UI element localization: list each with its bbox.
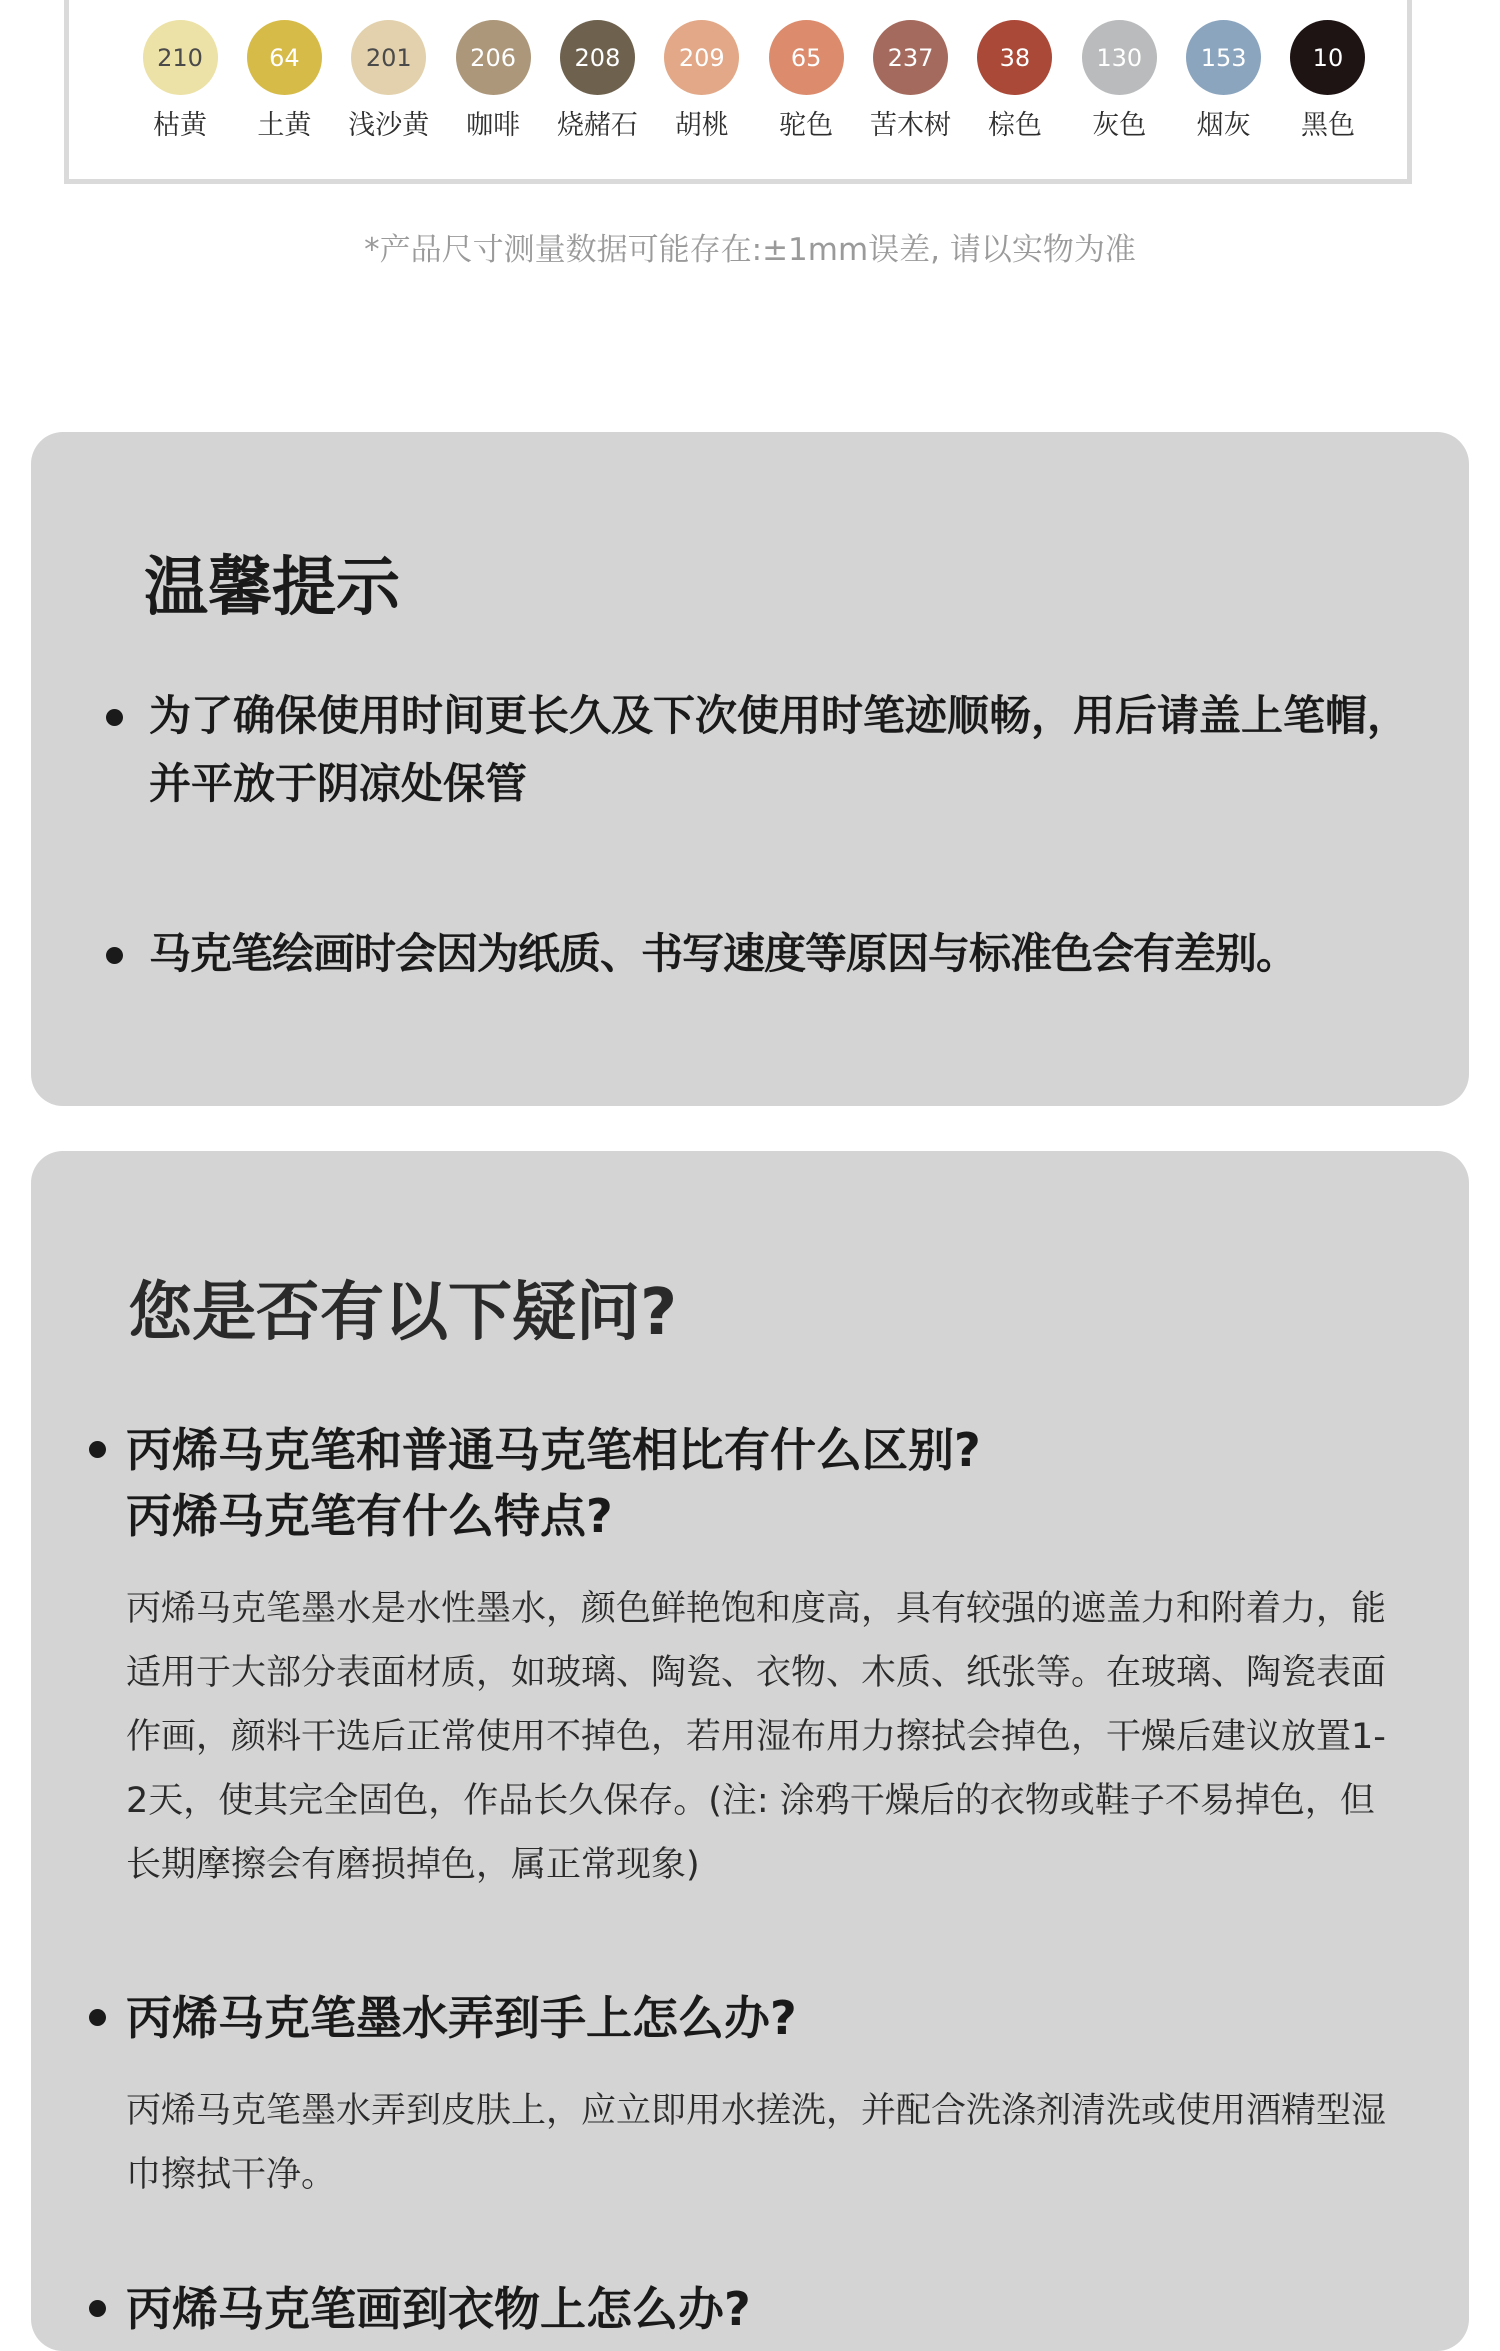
swatch-dot: 38 — [977, 20, 1052, 95]
tip-text: 为了确保使用时间更长久及下次使用时笔迹顺畅，用后请盖上笔帽，并平放于阴凉处保管 — [149, 691, 1410, 808]
bullet-icon — [89, 2009, 106, 2026]
bullet-icon — [106, 709, 123, 726]
color-swatch — [867, 20, 955, 150]
swatch-dot: 208 — [560, 20, 635, 95]
color-swatch — [240, 20, 328, 150]
measurement-note: *产品尺寸测量数据可能存在:±1mm误差, 请以实物为准 — [364, 232, 1136, 268]
swatch-dot: 65 — [769, 20, 844, 95]
tip-item — [106, 682, 1416, 818]
faq-item — [89, 2276, 1409, 2342]
bullet-icon — [89, 1441, 106, 1458]
swatch-label: 棕色 — [987, 110, 1042, 141]
faq-panel — [31, 1151, 1469, 2351]
color-swatch — [136, 20, 224, 150]
swatch-label: 浅沙黄 — [348, 110, 430, 141]
swatch-label: 灰色 — [1092, 110, 1147, 141]
swatch-label: 驼色 — [779, 110, 834, 141]
swatch-label: 土黄 — [257, 110, 312, 141]
bullet-icon — [89, 2300, 106, 2317]
swatch-label: 胡桃 — [674, 110, 729, 141]
faq-answer: 丙烯马克笔墨水是水性墨水，颜色鲜艳饱和度高，具有较强的遮盖力和附着力，能适用于大部分表面材质，如玻璃、陶瓷、衣物、木质、纸张等。在玻璃、陶瓷表面作画，颜料干选后正常使用不掉色，若用湿布用力擦拭会掉色，干燥后建议放置1-2天，使其完全固色，作品长久保存。(注: 涂鸦干燥后的衣物或鞋子不易掉色，但长期摩擦会有磨损掉色，属正常现象) — [126, 1589, 1387, 1885]
color-swatch — [1180, 20, 1268, 150]
swatch-dot: 64 — [247, 20, 322, 95]
color-swatch — [658, 20, 746, 150]
faq-item — [89, 1417, 1409, 1897]
swatch-dot: 201 — [351, 20, 426, 95]
faq-title: 您是否有以下疑问? — [128, 1276, 678, 1350]
swatch-dot: 153 — [1186, 20, 1261, 95]
color-swatch — [1284, 20, 1372, 150]
swatch-dot: 237 — [873, 20, 948, 95]
swatch-dot: 130 — [1082, 20, 1157, 95]
swatch-dot: 209 — [664, 20, 739, 95]
color-swatch — [449, 20, 537, 150]
swatch-label: 烟灰 — [1196, 110, 1251, 141]
faq-item — [89, 1985, 1409, 2207]
faq-question: 丙烯马克笔墨水弄到手上怎么办? — [126, 1991, 797, 2045]
swatch-label: 烧赭石 — [556, 110, 638, 141]
tip-text: 马克笔绘画时会因为纸质、书写速度等原因与标准色会有差别。 — [149, 929, 1298, 978]
swatch-label: 咖啡 — [466, 110, 521, 141]
swatch-dot: 210 — [143, 20, 218, 95]
faq-answer: 丙烯马克笔墨水弄到皮肤上，应立即用水搓洗，并配合洗涤剂清洗或使用酒精型湿巾擦拭干净。 — [126, 2091, 1387, 2195]
color-swatch — [971, 20, 1059, 150]
bullet-icon — [106, 947, 123, 964]
color-swatch-row — [136, 20, 1372, 150]
swatch-label: 黑色 — [1300, 110, 1355, 141]
swatch-label: 苦木树 — [870, 110, 952, 141]
faq-question: 丙烯马克笔画到衣物上怎么办? — [126, 2282, 751, 2336]
tip-item — [106, 920, 1416, 988]
faq-question: 丙烯马克笔和普通马克笔相比有什么区别? 丙烯马克笔有什么特点? — [126, 1423, 981, 1543]
swatch-label: 枯黄 — [153, 110, 207, 141]
color-swatch — [553, 20, 641, 150]
swatch-dot: 10 — [1290, 20, 1365, 95]
tips-panel — [31, 432, 1469, 1106]
color-swatch — [345, 20, 433, 150]
color-swatch — [1075, 20, 1163, 150]
tips-title: 温馨提示 — [144, 551, 400, 625]
color-swatch — [762, 20, 850, 150]
swatch-dot: 206 — [456, 20, 531, 95]
